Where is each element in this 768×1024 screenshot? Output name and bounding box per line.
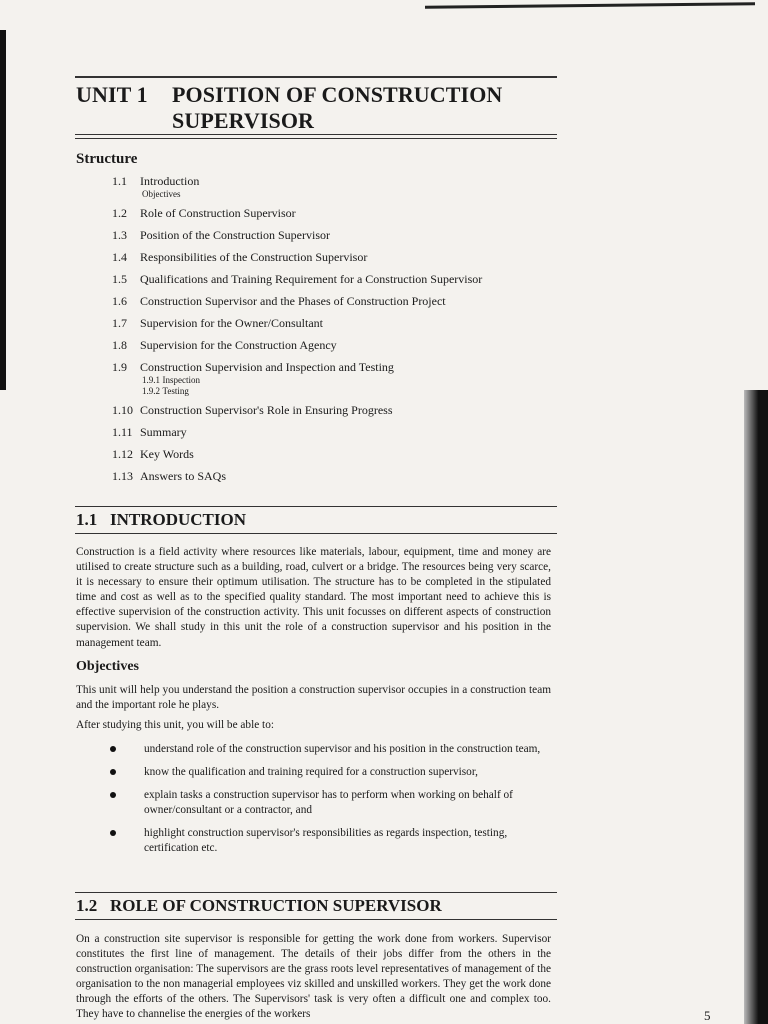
scan-edge-right — [744, 390, 768, 1024]
toc-item-number: 1.13 — [112, 469, 133, 483]
toc-item-label: Answers to SAQs — [140, 469, 227, 483]
toc-item-number: 1.4 — [112, 250, 127, 264]
toc-item — [112, 359, 552, 375]
toc-item-label: Summary — [140, 425, 187, 439]
title-bottom-rule — [75, 134, 557, 135]
page-number: 5 — [704, 1008, 711, 1023]
section-1-2-number: 1.2 — [76, 896, 98, 915]
section-1-1-number: 1.1 — [76, 510, 98, 529]
toc-item-label: Introduction — [140, 174, 200, 188]
toc-item-number: 1.3 — [112, 228, 127, 242]
toc-item — [112, 205, 552, 227]
toc-item — [112, 271, 552, 293]
objective-text: understand role of the construction supervisor and his position in the construction team, — [144, 743, 541, 755]
toc-subitem-number: 1.9.2 — [142, 386, 160, 396]
toc-item-label: Construction Supervisor and the Phases of Construction Project — [140, 294, 446, 308]
objectives-list — [108, 742, 550, 864]
toc-subitem-number: 1.9.1 — [142, 375, 160, 385]
toc-item-label: Supervision for the Construction Agency — [140, 338, 337, 352]
toc-item — [112, 293, 552, 315]
toc-item-number: 1.2 — [112, 206, 127, 220]
scan-edge-left — [0, 30, 6, 390]
toc-item-number: 1.5 — [112, 272, 127, 286]
unit-title-line2: SUPERVISOR — [172, 108, 315, 133]
toc-item-number: 1.12 — [112, 447, 133, 461]
toc-item-number: 1.7 — [112, 316, 127, 330]
unit-number: UNIT 1 — [76, 82, 148, 107]
toc-item-number: 1.11 — [112, 425, 133, 439]
toc-item — [112, 315, 552, 337]
toc-subitem-label: Objectives — [142, 189, 181, 199]
toc-item-number: 1.8 — [112, 338, 127, 352]
structure-heading: Structure — [76, 151, 138, 167]
objective-text: know the qualification and training required for a construction supervisor, — [144, 766, 478, 778]
toc-item-label: Construction Supervisor's Role in Ensuring Progress — [140, 403, 393, 417]
toc-item — [112, 173, 552, 189]
section-1-1-heading — [76, 510, 246, 530]
toc-item — [112, 402, 552, 424]
unit-title-line1: POSITION OF CONSTRUCTION — [172, 82, 503, 107]
intro-paragraph: Construction is a field activity where resources like materials, labour, equipment, time and money are utilised to create structure such as a building, road, culvert or a bridge. The resources being very scarce, it is necessary to ensure their optimum utilisation. The structure has to be completed in the stipulated time and cost as well as to the specified quality standard. The most important need to achieve this is effective supervision of the construction activity. This unit focusses on different aspects of construction supervision. We shall study in this unit the role of a construction supervisor and his position in the management team. — [76, 546, 551, 649]
section-1-2-title: ROLE OF CONSTRUCTION SUPERVISOR — [110, 896, 442, 915]
objective-text: explain tasks a construction supervisor has to perform when working on behalf of owner/consultant or a contractor, and — [144, 789, 513, 816]
toc-subitem — [112, 189, 552, 200]
toc-subitem — [112, 386, 552, 397]
objective-bullet-item — [108, 826, 550, 856]
sec12-top-rule — [75, 892, 557, 893]
toc-item-label: Supervision for the Owner/Consultant — [140, 316, 323, 330]
toc-item-label: Construction Supervision and Inspection and Testing — [140, 360, 394, 374]
objective-bullet-item — [108, 742, 550, 757]
objectives-heading: Objectives — [76, 659, 139, 674]
toc-item — [112, 337, 552, 359]
toc-item-number: 1.10 — [112, 403, 133, 417]
toc-item — [112, 227, 552, 249]
title-top-rule — [75, 76, 557, 78]
unit-title — [76, 82, 556, 134]
section-1-1-title: INTRODUCTION — [110, 510, 247, 529]
title-bottom-rule-2 — [75, 138, 557, 139]
toc-item-label: Key Words — [140, 447, 194, 461]
role-paragraph: On a construction site supervisor is responsible for getting the work done from workers. Supervisor constitutes the first line of management. The details of their jobs differ from the others in the construction organisation: The supervisors are the grass roots level representatives of management of the organisation to the non managerial employees viz skilled and unskilled workers. They get the work done through the efforts of the others. The Supervisors' task is very often a difficult one and complex too. They have to channelise the energies of the workers — [76, 933, 551, 1021]
section-1-2-heading — [76, 896, 442, 916]
scan-top-line — [425, 2, 755, 8]
bullet-dot-icon — [110, 792, 116, 798]
toc-subitem-label: Inspection — [162, 375, 200, 385]
toc-item-label: Responsibilities of the Construction Supervisor — [140, 250, 368, 264]
table-of-contents — [112, 173, 552, 490]
sec11-bottom-rule — [75, 533, 557, 534]
objective-text: highlight construction supervisor's responsibilities as regards inspection, testing, certification etc. — [144, 827, 508, 854]
toc-item-label: Role of Construction Supervisor — [140, 206, 296, 220]
sec11-top-rule — [75, 506, 557, 507]
toc-item — [112, 249, 552, 271]
toc-subitem — [112, 375, 552, 386]
toc-item-number: 1.6 — [112, 294, 127, 308]
sec12-bottom-rule — [75, 919, 557, 920]
bullet-dot-icon — [110, 830, 116, 836]
toc-item-number: 1.9 — [112, 360, 127, 374]
toc-item-label: Position of the Construction Supervisor — [140, 228, 330, 242]
toc-item — [112, 468, 552, 490]
objective-bullet-item — [108, 788, 550, 818]
toc-item — [112, 446, 552, 468]
toc-subitem-label: Testing — [162, 386, 189, 396]
bullet-dot-icon — [110, 769, 116, 775]
objectives-intro: This unit will help you understand the position a construction supervisor occupies in a construction team and the important role he plays. — [76, 684, 551, 712]
bullet-dot-icon — [110, 746, 116, 752]
toc-item — [112, 424, 552, 446]
objective-bullet-item — [108, 765, 550, 780]
toc-item-label: Qualifications and Training Requirement for a Construction Supervisor — [140, 272, 483, 286]
objectives-lead: After studying this unit, you will be able to: — [76, 719, 274, 731]
toc-item-number: 1.1 — [112, 174, 127, 188]
